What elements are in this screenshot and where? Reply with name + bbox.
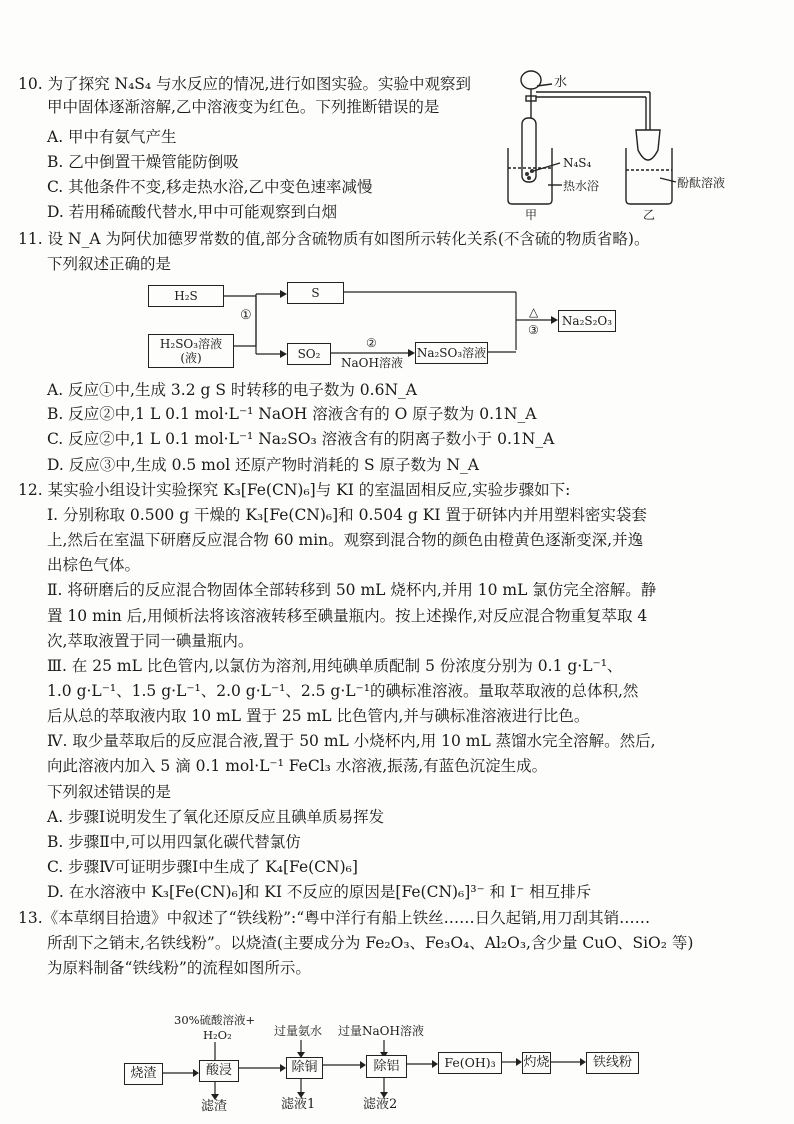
q10-fig-indicator-label: 酚酞溶液: [677, 176, 726, 190]
q12-option-b: B. 步骤Ⅱ中,可以用四氯化碳代替氯仿: [47, 833, 301, 851]
q11-step2-label: ②: [366, 336, 377, 350]
q11-step2-reagent: NaOH溶液: [341, 356, 403, 370]
q12-body-line: Ⅲ. 在 25 mL 比色管内,以氯仿为溶剂,用纯碘单质配制 5 份浓度分别为 0.1 g·L⁻¹、: [47, 657, 623, 675]
q13-acid-reagent-line1: 30%硫酸溶液+: [174, 1013, 256, 1027]
q13-node-remove-al: 除铝: [366, 1055, 407, 1078]
q10-fig-water-label: 水: [554, 75, 568, 90]
q13-residue-label: 滤渣: [201, 1099, 228, 1114]
q13-stem-line1: 13.《本草纲目拾遗》中叙述了“铁线粉”:“粤中洋行有船上铁丝……日久起销,用刀刮其销……: [18, 909, 651, 927]
q10-fig-left-label: 甲: [525, 208, 538, 222]
q11-step3-condition: △: [529, 305, 539, 319]
q10-option-c: C. 其他条件不变,移走热水浴,乙中变色速率减慢: [47, 178, 373, 196]
q10-option-d: D. 若用稀硫酸代替水,甲中可能观察到白烟: [47, 203, 338, 221]
q12-option-a: A. 步骤Ⅰ说明发生了氧化还原反应且碘单质易挥发: [47, 808, 385, 826]
q11-node-h2s: H₂S: [148, 285, 224, 307]
q10-option-b: B. 乙中倒置干燥管能防倒吸: [47, 153, 239, 171]
q11-stem-line1: 11. 设 N_A 为阿伏加德罗常数的值,部分含硫物质有如图所示转化关系(不含硫的物质省略)。: [18, 230, 650, 248]
q13-node-feoh3: Fe(OH)₃: [438, 1052, 502, 1074]
q12-body-line: 上,然后在室温下研磨反应混合物 60 min。观察到混合物的颜色由橙黄色逐渐变深,并逸: [47, 531, 644, 549]
q13-node-leach: 酸浸: [199, 1060, 239, 1082]
q11-stem-line2: 下列叙述正确的是: [47, 255, 172, 273]
q11-option-c: C. 反应②中,1 L 0.1 mol·L⁻¹ Na₂SO₃ 溶液含有的阴离子数小于 0.1N_A: [47, 430, 555, 448]
q13-naoh-label: 过量NaOH溶液: [338, 1024, 424, 1038]
q11-step1-label: ①: [240, 308, 252, 323]
q10-stem-line2: 甲中固体逐渐溶解,乙中溶液变为红色。下列推断错误的是: [47, 98, 440, 116]
q13-filtrate1-label: 滤液1: [281, 1097, 316, 1112]
q12-body-line: Ⅱ. 将研磨后的反应混合物固体全部转移到 50 mL 烧杯内,并用 10 mL 氯仿完全溶解。静: [47, 581, 657, 599]
q12-body-line: 下列叙述错误的是: [47, 783, 172, 801]
q13-node-product: 铁线粉: [586, 1052, 639, 1074]
q12-body-line: Ⅳ. 取少量萃取后的反应混合液,置于 50 mL 小烧杯内,用 10 mL 蒸馏水完全溶解。然后,: [47, 732, 656, 750]
q10-fig-bath-label: 热水浴: [563, 179, 600, 193]
q11-step3-label: ③: [528, 323, 539, 337]
q13-filtrate2-label: 滤液2: [363, 1097, 398, 1112]
q12-option-c: C. 步骤Ⅳ可证明步骤Ⅰ中生成了 K₄[Fe(CN)₆]: [47, 858, 358, 876]
q10-option-a: A. 甲中有氨气产生: [47, 128, 177, 146]
q12-body-line: 次,萃取液置于同一碘量瓶内。: [47, 632, 254, 650]
q12-body-line: Ⅰ. 分别称取 0.500 g 干燥的 K₃[Fe(CN)₆]和 0.504 g KI 置于研钵内并用塑料密实袋套: [47, 506, 647, 524]
q11-option-b: B. 反应②中,1 L 0.1 mol·L⁻¹ NaOH 溶液含有的 O 原子数为 0.1N_A: [47, 405, 537, 423]
q11-node-na2s2o3: Na₂S₂O₃: [558, 310, 616, 332]
q12-body-line: 1.0 g·L⁻¹、1.5 g·L⁻¹、2.0 g·L⁻¹、2.5 g·L⁻¹的碘标准溶液。量取萃取液的总体积,然: [47, 682, 639, 700]
q11-node-so2: SO₂: [287, 343, 331, 365]
q12-body-line: 出棕色气体。: [47, 556, 141, 574]
q12-body-line: 向此溶液内加入 5 滴 0.1 mol·L⁻¹ FeCl₃ 水溶液,振荡,有蓝色沉淀生成。: [47, 757, 548, 775]
q12-body-line: 置 10 min 后,用倾析法将该溶液转移至碘量瓶内。按上述操作,对反应混合物重复萃取 4: [47, 607, 648, 625]
q12-stem-line1: 12. 某实验小组设计实验探究 K₃[Fe(CN)₆]与 KI 的室温固相反应,实验步骤如下:: [18, 481, 571, 499]
q11-option-a: A. 反应①中,生成 3.2 g S 时转移的电子数为 0.6N_A: [47, 381, 417, 399]
q10-stem-line1: 10. 为了探究 N₄S₄ 与水反应的情况,进行如图实验。实验中观察到: [18, 75, 471, 93]
q13-node-remove-cu: 除铜: [286, 1057, 323, 1079]
q11-node-na2so3: Na₂SO₃溶液: [415, 342, 488, 364]
q13-acid-reagent-line2: H₂O₂: [203, 1028, 232, 1042]
q10-fig-reagent-label: N₄S₄: [563, 156, 592, 170]
q12-option-d: D. 在水溶液中 K₃[Fe(CN)₆]和 KI 不反应的原因是[Fe(CN)₆]³⁻ 和 I⁻ 相互排斥: [47, 883, 592, 901]
q10-fig-right-label: 乙: [643, 208, 656, 222]
q11-node-h2so3-line1: H₂SO₃溶液: [159, 337, 223, 351]
q11-node-s: S: [287, 282, 344, 304]
q13-node-start: 烧渣: [124, 1063, 163, 1085]
q13-stem-line3: 为原料制备“铁线粉”的流程如图所示。: [47, 959, 311, 977]
q12-body-line: 后从总的萃取液内取 10 mL 置于 25 mL 比色管内,并与碘标准溶液进行比色。: [47, 707, 590, 725]
q13-stem-line2: 所刮下之销末,名铁线粉”。以烧渣(主要成分为 Fe₂O₃、Fe₃O₄、Al₂O₃,含少量 CuO、SiO₂ 等): [47, 934, 694, 952]
q11-node-h2so3-line2: (液): [180, 351, 202, 365]
q13-node-calcine: 灼烧: [522, 1052, 551, 1074]
q11-option-d: D. 反应③中,生成 0.5 mol 还原产物时消耗的 S 原子数为 N_A: [47, 456, 479, 474]
q13-ammonia-label: 过量氨水: [274, 1024, 323, 1038]
